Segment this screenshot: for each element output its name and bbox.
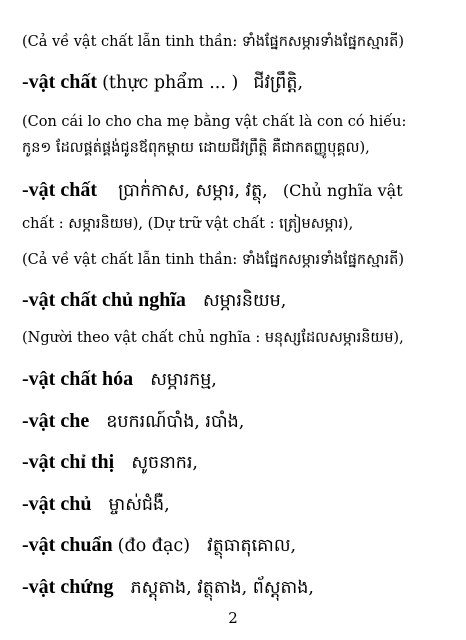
plain-text: (Người theo vật chất chủ nghĩa : មនុស្សដែលសម្ភារនិយម),: [22, 330, 404, 346]
khmer-meaning: សូចនាករ,: [131, 453, 198, 473]
khmer-meaning: សម្ភារកម្ម,: [150, 370, 217, 390]
headword: -vật che: [22, 410, 90, 432]
example-start: (Chủ nghĩa vật: [282, 181, 403, 200]
entry-vat-chuan: [22, 533, 296, 557]
entry-vat-chung: [22, 575, 314, 599]
khmer-meaning: ភស្តុតាង, វត្ថុតាង, ព័ស្តុតាង,: [130, 578, 314, 598]
line-6: [22, 216, 353, 233]
line-7: [22, 252, 404, 269]
plain-text: (Cả về vật chất lẫn tinh thần: ទាំងផ្នែកសម្ភារទាំងផ្នែកស្មារតី): [22, 34, 405, 50]
khmer-meaning: ឧបករណ៍បាំង, របាំង,: [106, 412, 245, 432]
khmer-meaning: ប្រាក់កាស, សម្ភារ, វត្ថុ,: [118, 181, 268, 201]
headword: -vật chỉ thị: [22, 451, 115, 473]
headword: -vật chứng: [22, 576, 114, 598]
headword: -vật chất: [22, 179, 97, 201]
entry-vat-chi-thi: [22, 450, 198, 474]
headword: -vật chất chủ nghĩa: [22, 289, 186, 311]
usage-note: (đo đạc): [117, 536, 191, 556]
line-3: [22, 114, 406, 131]
entry-vat-chat-thuc-pham: [22, 70, 303, 94]
khmer-meaning: ជីវព្រឹត្តិ,: [253, 73, 304, 93]
plain-text: (Cả về vật chất lẫn tinh thần: ទាំងផ្នែកសម្ភារទាំងផ្នែកស្មារតី): [22, 252, 405, 268]
entry-vat-chu: [22, 492, 170, 516]
plain-text: chất : សម្ភារនិយម), (Dự trữ vật chất : ត្រៀមសម្ភារ),: [22, 216, 354, 232]
khmer-meaning: សម្ភារនិយម,: [203, 291, 287, 311]
page-number: 2: [228, 609, 238, 627]
headword: -vật chất hóa: [22, 368, 134, 390]
plain-text: (Con cái lo cho cha mẹ bằng vật chất là con có hiếu:: [22, 114, 407, 130]
headword: -vật chất: [22, 71, 97, 93]
line-9: [22, 330, 404, 347]
usage-note: (thực phẩm ... ): [102, 73, 239, 93]
headword: -vật chủ: [22, 493, 92, 515]
headword: -vật chuẩn: [22, 534, 113, 556]
khmer-meaning: វត្ថុធាតុគោល,: [207, 536, 297, 556]
entry-vat-chat: [22, 178, 403, 202]
plain-text: កូន១ ដែលផ្គត់ផ្គង់ជូនឪពុកម្តាយ ដោយជីវព្រឹត្តិ គឺជាកតញ្ញូបុគ្គល),: [22, 140, 370, 156]
entry-vat-chat-chu-nghia: [22, 288, 286, 312]
entry-vat-chat-hoa: [22, 367, 217, 391]
line-4: [22, 140, 370, 157]
khmer-meaning: ម្ចាស់ជំងឺ,: [108, 495, 170, 515]
line-1: [22, 34, 404, 51]
entry-vat-che: [22, 409, 244, 433]
